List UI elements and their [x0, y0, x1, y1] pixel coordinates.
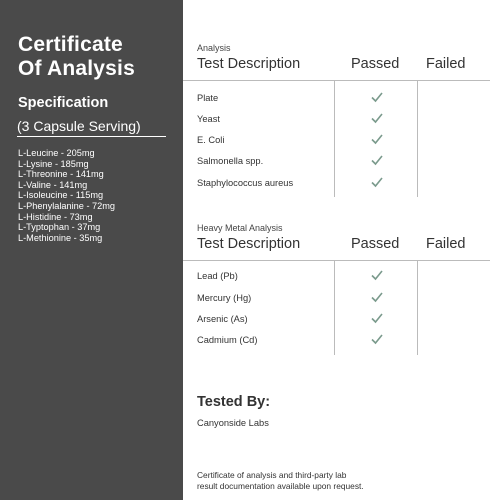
table-row [197, 293, 487, 309]
test-name: Cadmium (Cd) [197, 335, 258, 345]
test-name: E. Coli [197, 135, 225, 145]
table-row [197, 178, 487, 194]
amino-acid-item: L-Isoleucine - 115mg [18, 190, 104, 201]
analysis-header-rule [183, 80, 490, 81]
header-passed: Passed [351, 56, 400, 72]
table-row [197, 271, 487, 287]
test-name: Plate [197, 93, 219, 103]
amino-acid-item: L-Methionine - 35mg [18, 232, 103, 243]
certificate-title [18, 33, 135, 81]
heavy-metal-caption: Heavy Metal Analysis [197, 223, 283, 233]
certificate-title-line2: Of Analysis [18, 57, 135, 80]
check-icon [370, 111, 384, 125]
heavy-metal-table-header [183, 236, 490, 260]
results-panel [183, 0, 490, 500]
table-row [197, 335, 487, 351]
test-name: Lead (Pb) [197, 271, 238, 281]
left-panel [0, 0, 183, 500]
header-passed: Passed [351, 236, 400, 252]
table-row [197, 93, 487, 109]
check-icon [370, 90, 384, 104]
check-icon [370, 332, 384, 346]
header-test-description: Test Description [197, 236, 301, 252]
amino-acid-item: L-Histidine - 73mg [18, 211, 93, 222]
footnote [197, 470, 487, 491]
specification-heading: Specification [18, 95, 109, 111]
test-name: Mercury (Hg) [197, 293, 252, 303]
footnote-line1: Certificate of analysis and third-party lab [197, 470, 347, 480]
header-failed: Failed [426, 236, 466, 252]
check-icon [370, 132, 384, 146]
test-name: Yeast [197, 114, 220, 124]
tested-by-heading: Tested By: [197, 394, 271, 410]
header-test-description: Test Description [197, 56, 301, 72]
header-failed: Failed [426, 56, 466, 72]
analysis-table-header [183, 56, 490, 80]
heavy-metal-header-rule [183, 260, 490, 261]
table-row [197, 135, 487, 151]
amino-acid-item: L-Threonine - 141mg [18, 169, 104, 180]
lab-name: Canyonside Labs [197, 418, 269, 428]
table-row [197, 156, 487, 172]
table-row [197, 314, 487, 330]
check-icon [370, 268, 384, 282]
serving-size: (3 Capsule Serving) [17, 118, 166, 137]
check-icon [370, 290, 384, 304]
amino-acid-item: L-Typtophan - 37mg [18, 222, 101, 233]
certificate-title-line1: Certificate [18, 33, 123, 56]
amino-acid-item: L-Leucine - 205mg [18, 148, 95, 158]
test-name: Salmonella spp. [197, 156, 264, 166]
amino-acid-item: L-Phenylalanine - 72mg [18, 200, 116, 211]
check-icon [370, 153, 384, 167]
test-name: Staphylococcus aureus [197, 178, 294, 188]
analysis-caption: Analysis [197, 43, 231, 53]
test-name: Arsenic (As) [197, 314, 248, 324]
footnote-line2: result documentation available upon request. [197, 480, 364, 491]
amino-acid-list [18, 148, 115, 243]
check-icon [370, 311, 384, 325]
table-row [197, 114, 487, 130]
amino-acid-item: L-Valine - 141mg [18, 179, 88, 190]
check-icon [370, 175, 384, 189]
amino-acid-item: L-Lysine - 185mg [18, 158, 89, 169]
